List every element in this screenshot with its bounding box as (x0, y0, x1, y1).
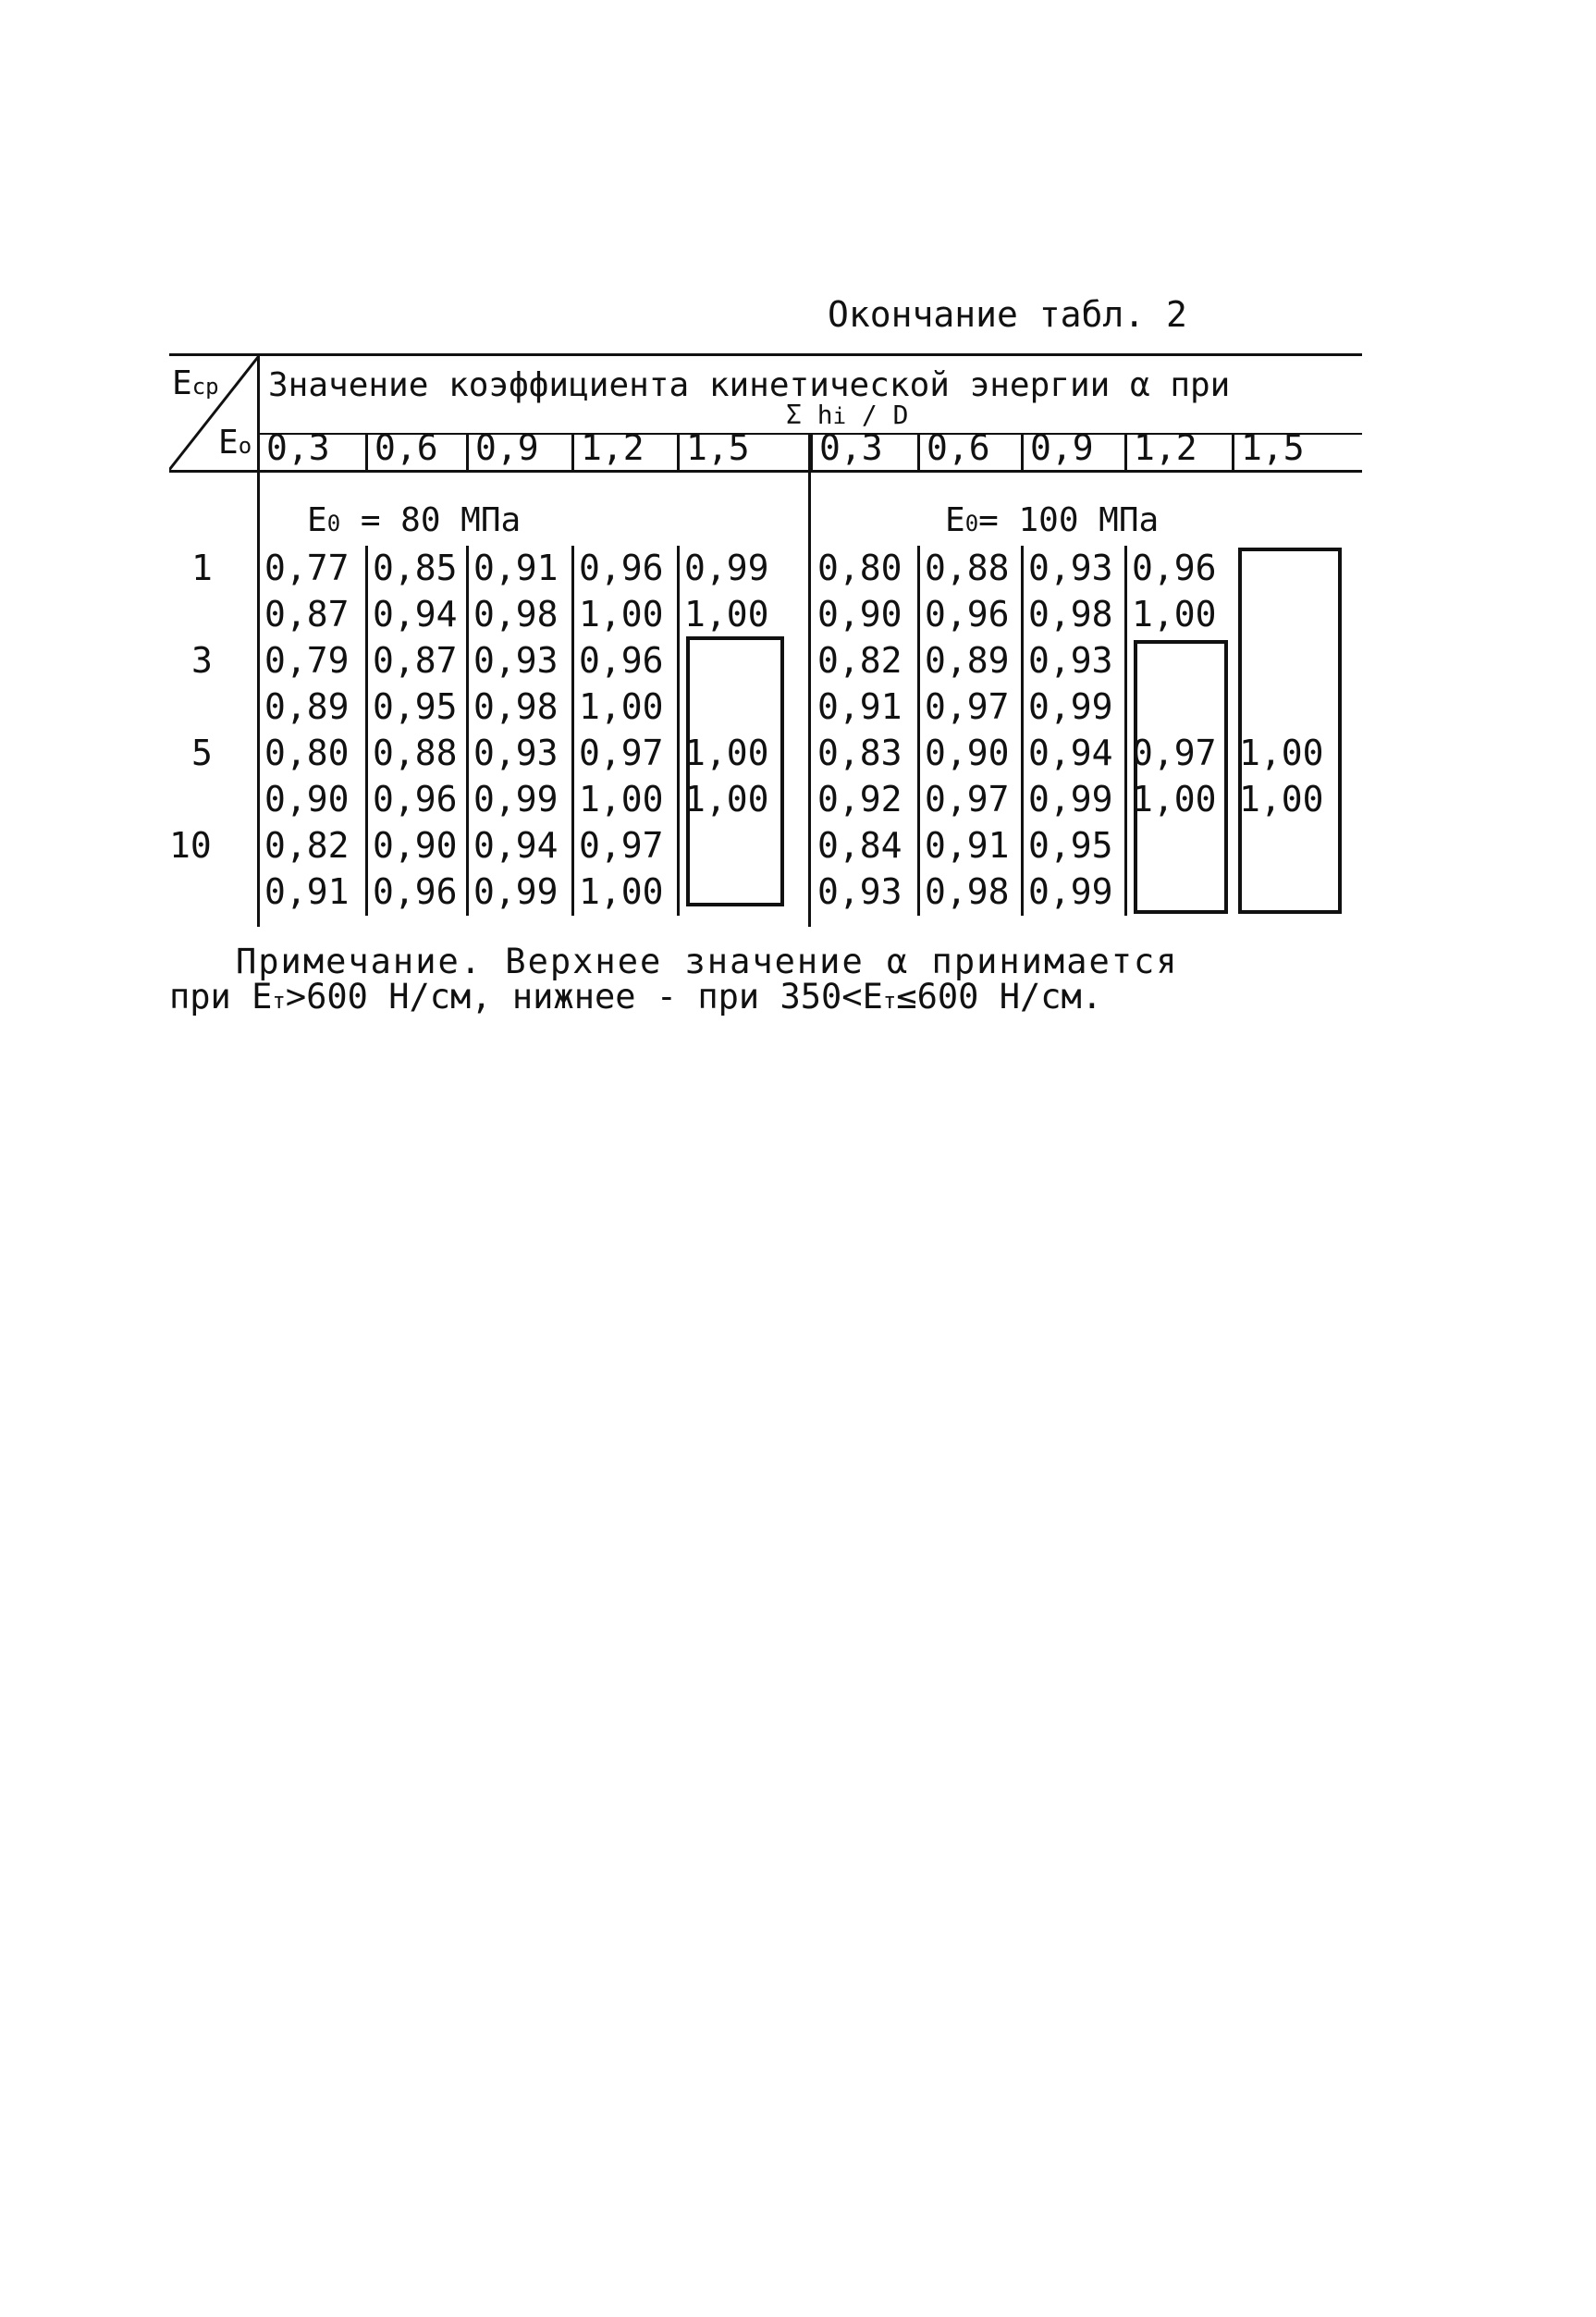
table-cell: 0,98 (473, 594, 559, 635)
table-cell: 0,99 (473, 871, 559, 912)
table-cell: 1,00 (1132, 779, 1217, 820)
table-cell: 0,96 (373, 871, 458, 912)
column-separator (1232, 433, 1234, 470)
table-cell: 0,88 (373, 733, 458, 773)
table-cell: 0,96 (925, 594, 1010, 635)
table-cell: 0,99 (473, 779, 559, 820)
column-label: 0,6 (927, 427, 990, 468)
table-cell: 0,89 (264, 686, 350, 727)
table-cell: 0,91 (473, 548, 559, 588)
table-cell: 0,90 (817, 594, 902, 635)
table-cell: 0,97 (579, 733, 664, 773)
table-cell: 0,99 (1028, 871, 1113, 912)
table-cell: 0,93 (473, 640, 559, 681)
empty-box-group1-col5 (686, 636, 784, 906)
table-cell: 0,88 (925, 548, 1010, 588)
table-cell: 1,00 (684, 733, 769, 773)
column-label: 1,2 (1134, 427, 1197, 468)
cell-divider (1124, 546, 1127, 916)
column-separator (1124, 433, 1127, 470)
table-cell: 0,82 (817, 640, 902, 681)
note-line-1: Примечание. Верхнее значение α принимается (236, 942, 1179, 981)
header-formula: Σ hi / D (786, 400, 909, 430)
column-label: 1,5 (1241, 427, 1305, 468)
column-separator (466, 433, 469, 470)
table-cell: 1,00 (1132, 594, 1217, 635)
corner-top-label: Eср (172, 364, 219, 402)
table-cell: 0,87 (373, 640, 458, 681)
corner-bottom-label: Eо (218, 424, 252, 462)
group-label-100: E0= 100 МПа (945, 501, 1160, 539)
table-cell: 0,80 (264, 733, 350, 773)
table-cell: 0,96 (373, 779, 458, 820)
header-bottom-rule (169, 470, 1362, 473)
table-top-rule (169, 353, 1362, 356)
note-line-2: при Eт>600 Н/см, нижнее - при 350<Eт≤600 Н/см. (169, 977, 1103, 1017)
column-label: 0,3 (266, 427, 330, 468)
table-cell: 0,93 (473, 733, 559, 773)
cell-divider (466, 546, 469, 916)
table-cell: 0,93 (1028, 548, 1113, 588)
table-cell: 0,94 (1028, 733, 1113, 773)
table-header: Значение коэффициента кинетической энергии α при (268, 366, 1231, 404)
table-cell: 0,96 (579, 548, 664, 588)
table-caption: Окончание табл. 2 (828, 294, 1187, 335)
table-cell: 0,79 (264, 640, 350, 681)
table-cell: 0,83 (817, 733, 902, 773)
table-cell: 0,95 (373, 686, 458, 727)
table-cell: 0,87 (264, 594, 350, 635)
table-cell: 0,82 (264, 825, 350, 866)
table-cell: 1,00 (579, 686, 664, 727)
cell-divider (1021, 546, 1024, 916)
column-separator (677, 433, 680, 470)
table-cell: 0,91 (817, 686, 902, 727)
table-cell: 0,98 (473, 686, 559, 727)
table-cell: 0,89 (925, 640, 1010, 681)
table-cell: 0,97 (1132, 733, 1217, 773)
table-cell: 0,99 (1028, 686, 1113, 727)
table-cell: 0,92 (817, 779, 902, 820)
column-separator (917, 433, 920, 470)
column-label: 0,9 (1030, 427, 1094, 468)
column-label: 0,6 (374, 427, 438, 468)
column-separator (1021, 433, 1024, 470)
row-label: 1 (191, 548, 213, 588)
column-separator (365, 433, 368, 470)
table-cell: 1,00 (684, 594, 769, 635)
table-cell: 0,77 (264, 548, 350, 588)
table-cell: 0,93 (1028, 640, 1113, 681)
table-cell: 0,97 (925, 779, 1010, 820)
table-cell: 0,98 (1028, 594, 1113, 635)
table-cell: 1,00 (1239, 733, 1324, 773)
table-cell: 0,91 (264, 871, 350, 912)
cell-divider (571, 546, 574, 916)
empty-box-group2-col10 (1238, 548, 1342, 914)
table-cell: 1,00 (1239, 779, 1324, 820)
row-label: 5 (191, 733, 213, 773)
column-label: 1,2 (581, 427, 645, 468)
table-cell: 1,00 (579, 594, 664, 635)
table-cell: 1,00 (579, 779, 664, 820)
table-cell: 0,90 (264, 779, 350, 820)
cell-divider (917, 546, 920, 916)
table-cell: 0,94 (473, 825, 559, 866)
column-label: 1,5 (686, 427, 750, 468)
table-cell: 0,80 (817, 548, 902, 588)
table-cell: 0,90 (925, 733, 1010, 773)
table-cell: 0,99 (1028, 779, 1113, 820)
cell-divider (365, 546, 368, 916)
column-label: 0,3 (819, 427, 883, 468)
group-label-80: E0 = 80 МПа (307, 501, 522, 539)
group-divider (808, 433, 811, 927)
table-cell: 0,98 (925, 871, 1010, 912)
table-cell: 0,95 (1028, 825, 1113, 866)
row-label: 10 (169, 825, 212, 866)
table-cell: 0,91 (925, 825, 1010, 866)
column-label: 0,9 (475, 427, 539, 468)
table-cell: 0,97 (579, 825, 664, 866)
column-separator (571, 433, 574, 470)
table-cell: 0,97 (925, 686, 1010, 727)
table-cell: 0,96 (579, 640, 664, 681)
table-cell: 0,85 (373, 548, 458, 588)
table-cell: 0,94 (373, 594, 458, 635)
table-cell: 1,00 (579, 871, 664, 912)
empty-box-group2-col9 (1134, 640, 1228, 914)
column-separator (810, 433, 813, 470)
table-cell: 0,90 (373, 825, 458, 866)
table-cell: 1,00 (684, 779, 769, 820)
table-cell: 0,93 (817, 871, 902, 912)
row-label: 3 (191, 640, 213, 681)
cell-divider (677, 546, 680, 916)
table-cell: 0,99 (684, 548, 769, 588)
table-cell: 0,96 (1132, 548, 1217, 588)
table-cell: 0,84 (817, 825, 902, 866)
